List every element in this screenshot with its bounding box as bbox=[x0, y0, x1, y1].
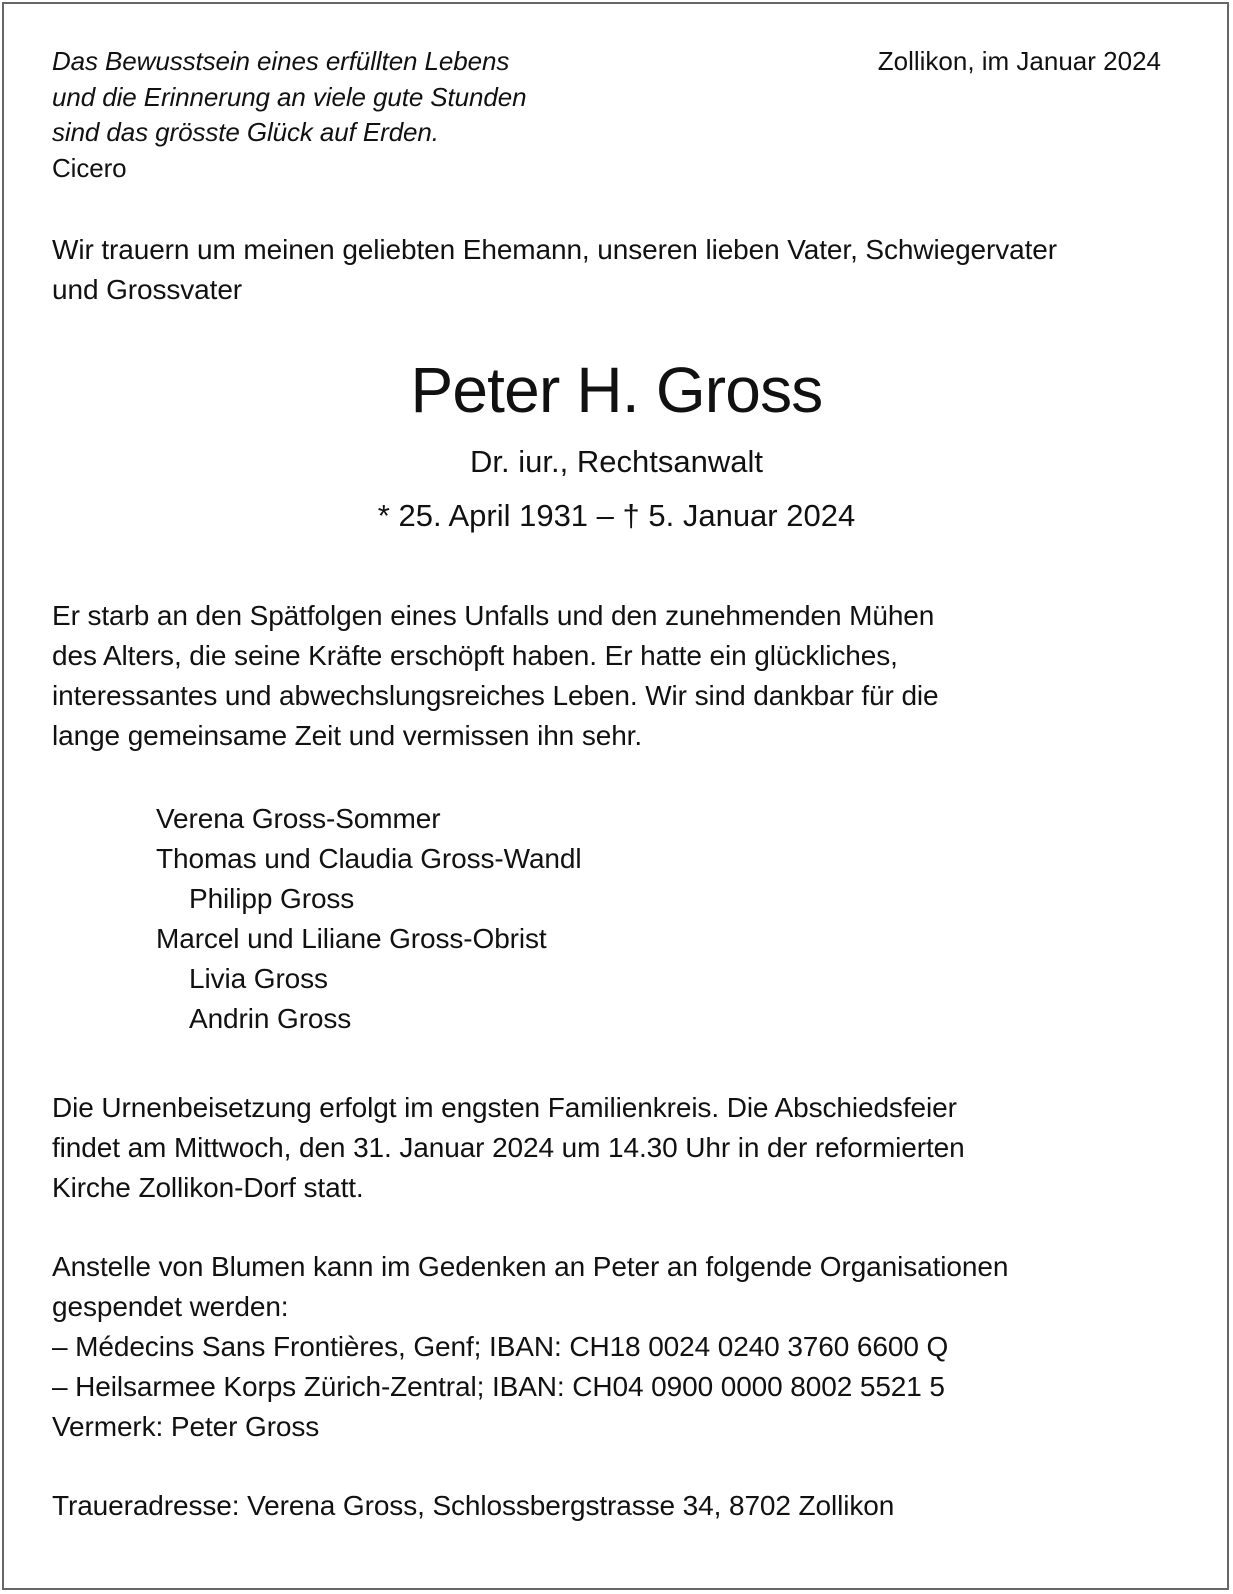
family-member: Thomas und Claudia Gross-Wandl bbox=[156, 843, 582, 874]
family-list bbox=[156, 799, 581, 1039]
intro-line-2: und Grossvater bbox=[52, 274, 243, 305]
mourning-address: Traueradresse: Verena Gross, Schlossbergstrasse 34, 8702 Zollikon bbox=[52, 1490, 895, 1521]
intro-line-1: Wir trauern um meinen geliebten Ehemann, unseren lieben Vater, Schwiegervater bbox=[52, 234, 1058, 265]
ceremony-line-2: findet am Mittwoch, den 31. Januar 2024 um 14.30 Uhr in der reformierten bbox=[52, 1132, 965, 1163]
tribute-line-1: Er starb an den Spätfolgen eines Unfalls und den zunehmenden Mühen bbox=[52, 600, 935, 631]
donation-note: Vermerk: Peter Gross bbox=[52, 1411, 320, 1442]
family-member: Philipp Gross bbox=[189, 883, 355, 914]
donations-text bbox=[52, 1247, 1008, 1447]
family-member: Marcel und Liliane Gross-Obrist bbox=[156, 923, 547, 954]
tribute-text bbox=[52, 596, 939, 756]
intro-text bbox=[52, 230, 1057, 310]
ceremony-line-1: Die Urnenbeisetzung erfolgt im engsten Familienkreis. Die Abschiedsfeier bbox=[52, 1092, 957, 1123]
ceremony-text bbox=[52, 1088, 965, 1208]
donation-msf: – Médecins Sans Frontières, Genf; IBAN: CH18 0024 0240 3760 6600 Q bbox=[52, 1331, 949, 1362]
life-dates: * 25. April 1931 – † 5. Januar 2024 bbox=[377, 498, 856, 533]
family-member: Andrin Gross bbox=[189, 1003, 352, 1034]
family-member: Livia Gross bbox=[189, 963, 328, 994]
tribute-line-2: des Alters, die seine Kräfte erschöpft haben. Er hatte ein glückliches, bbox=[52, 640, 898, 671]
epigraph-author: Cicero bbox=[52, 152, 127, 183]
epigraph-line-1: Das Bewusstsein eines erfüllten Lebens bbox=[52, 46, 510, 76]
ceremony-line-3: Kirche Zollikon-Dorf statt. bbox=[52, 1172, 364, 1203]
epigraph bbox=[52, 44, 526, 186]
family-member: Verena Gross-Sommer bbox=[156, 803, 441, 834]
epigraph-line-3: sind das grösste Glück auf Erden. bbox=[52, 117, 439, 147]
deceased-name: Peter H. Gross bbox=[410, 354, 823, 426]
deceased-title: Dr. iur., Rechtsanwalt bbox=[470, 444, 763, 479]
epigraph-line-2: und die Erinnerung an viele gute Stunden bbox=[52, 81, 527, 112]
tribute-line-3: interessantes und abwechslungsreiches Leben. Wir sind dankbar für die bbox=[52, 680, 939, 711]
dateline: Zollikon, im Januar 2024 bbox=[877, 46, 1161, 76]
donation-heilsarmee: – Heilsarmee Korps Zürich-Zentral; IBAN: CH04 0900 0000 8002 5521 5 bbox=[52, 1371, 945, 1402]
donations-line-2: gespendet werden: bbox=[52, 1291, 289, 1322]
tribute-line-4: lange gemeinsame Zeit und vermissen ihn sehr. bbox=[52, 720, 643, 751]
donations-line-1: Anstelle von Blumen kann im Gedenken an Peter an folgende Organisationen bbox=[52, 1251, 1009, 1282]
